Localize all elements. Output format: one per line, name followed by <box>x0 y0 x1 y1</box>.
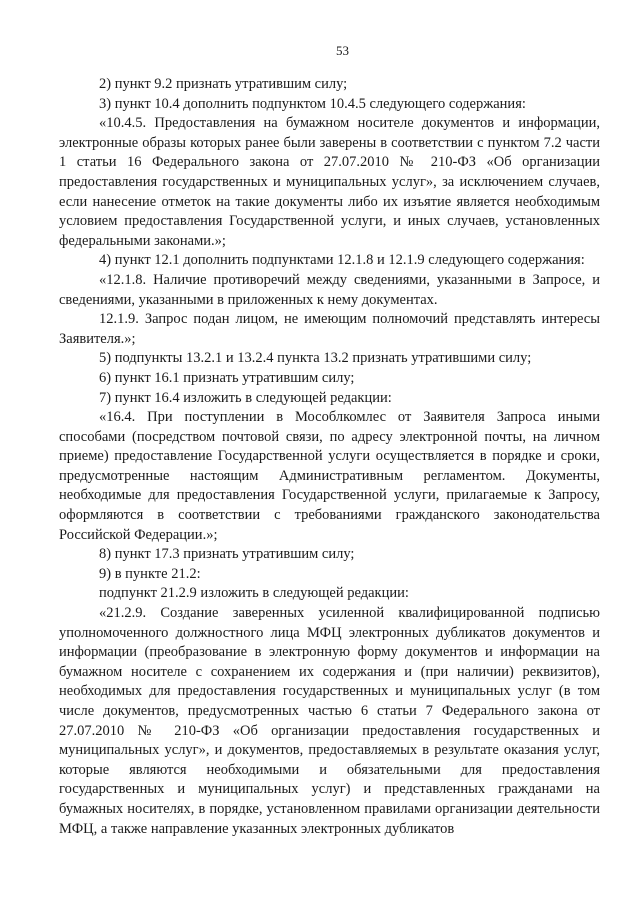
paragraph-12-1-9: 12.1.9. Запрос подан лицом, не имеющим полномочий представлять интересы Заявителя.»; <box>59 311 600 347</box>
paragraph-item-9: 9) в пункте 21.2: <box>99 565 201 582</box>
paragraph-item-4: 4) пункт 12.1 дополнить подпунктами 12.1.8 и 12.1.9 следующего содержания: <box>99 252 585 269</box>
paragraph-item-3: 3) пункт 10.4 дополнить подпунктом 10.4.5 следующего содержания: <box>99 95 526 112</box>
paragraph-subitem-21-2-9-intro: подпункт 21.2.9 изложить в следующей редакции: <box>99 585 409 602</box>
page-number: 53 <box>336 43 349 58</box>
paragraph-item-7: 7) пункт 16.4 изложить в следующей редакции: <box>99 389 392 406</box>
paragraph-10-4-5: «10.4.5. Предоставления на бумажном носителе документов и информации, электронные образы которых ранее были заверены в соответствии с пунктом 7.2 части 1 статьи 16 Федерального закона от 27.07.2010 № 210-ФЗ «Об организации предоставления государственных и муниципальных услуг», за исключением случаев, если нанесение отметок на такие документы либо их изъятие является необходимым условием предоставления Государственной услуги, и иных случаев, установленных федеральными законами.»; <box>59 115 600 249</box>
paragraph-21-2-9: «21.2.9. Создание заверенных усиленной квалифицированной подписью уполномоченного должностного лица МФЦ электронных дубликатов документов и информации (преобразование в электронную форму документов и информации на бумажном носителе с сохранением их содержания и (при наличии) реквизитов), необходимых для предоставления государственных и муниципальных услуг (в том числе документов, предусмотренных частью 6 статьи 7 Федерального закона от 27.07.2010 № 210-ФЗ «Об организации предоставления государственных и муниципальных услуг», и документов, предоставляемых в результате оказания услуг, которые являются необходимыми и обязательными для предоставления государственных и муниципальных услуг) и представленных гражданами на бумажных носителях, в порядке, установленном правилами организации деятельности МФЦ, а также направление указанных электронных дубликатов <box>59 605 600 837</box>
paragraph-item-8: 8) пункт 17.3 признать утратившим силу; <box>99 546 355 563</box>
paragraph-12-1-8: «12.1.8. Наличие противоречий между сведениями, указанными в Запросе, и сведениями, указанными в приложенных к нему документах. <box>59 271 600 308</box>
paragraph-item-5: 5) подпункты 13.2.1 и 13.2.4 пункта 13.2 признать утратившими силу; <box>99 350 532 367</box>
paragraph-item-6: 6) пункт 16.1 признать утратившим силу; <box>99 369 355 386</box>
paragraph-16-4: «16.4. При поступлении в Мособлкомлес от Заявителя Запроса иными способами (посредством почтовой связи, по адресу электронной почты, на личном приеме) предоставление Государственной услуги осуществляется в порядке и сроки, предусмотренные настоящим Административным регламентом. Документы, необходимые для предоставления Государственной услуги, прилагаемые к Запросу, оформляются в соответствии с требованиями гражданского законодательства Российской Федерации.»; <box>59 409 600 543</box>
paragraph-item-2: 2) пункт 9.2 признать утратившим силу; <box>99 76 348 92</box>
